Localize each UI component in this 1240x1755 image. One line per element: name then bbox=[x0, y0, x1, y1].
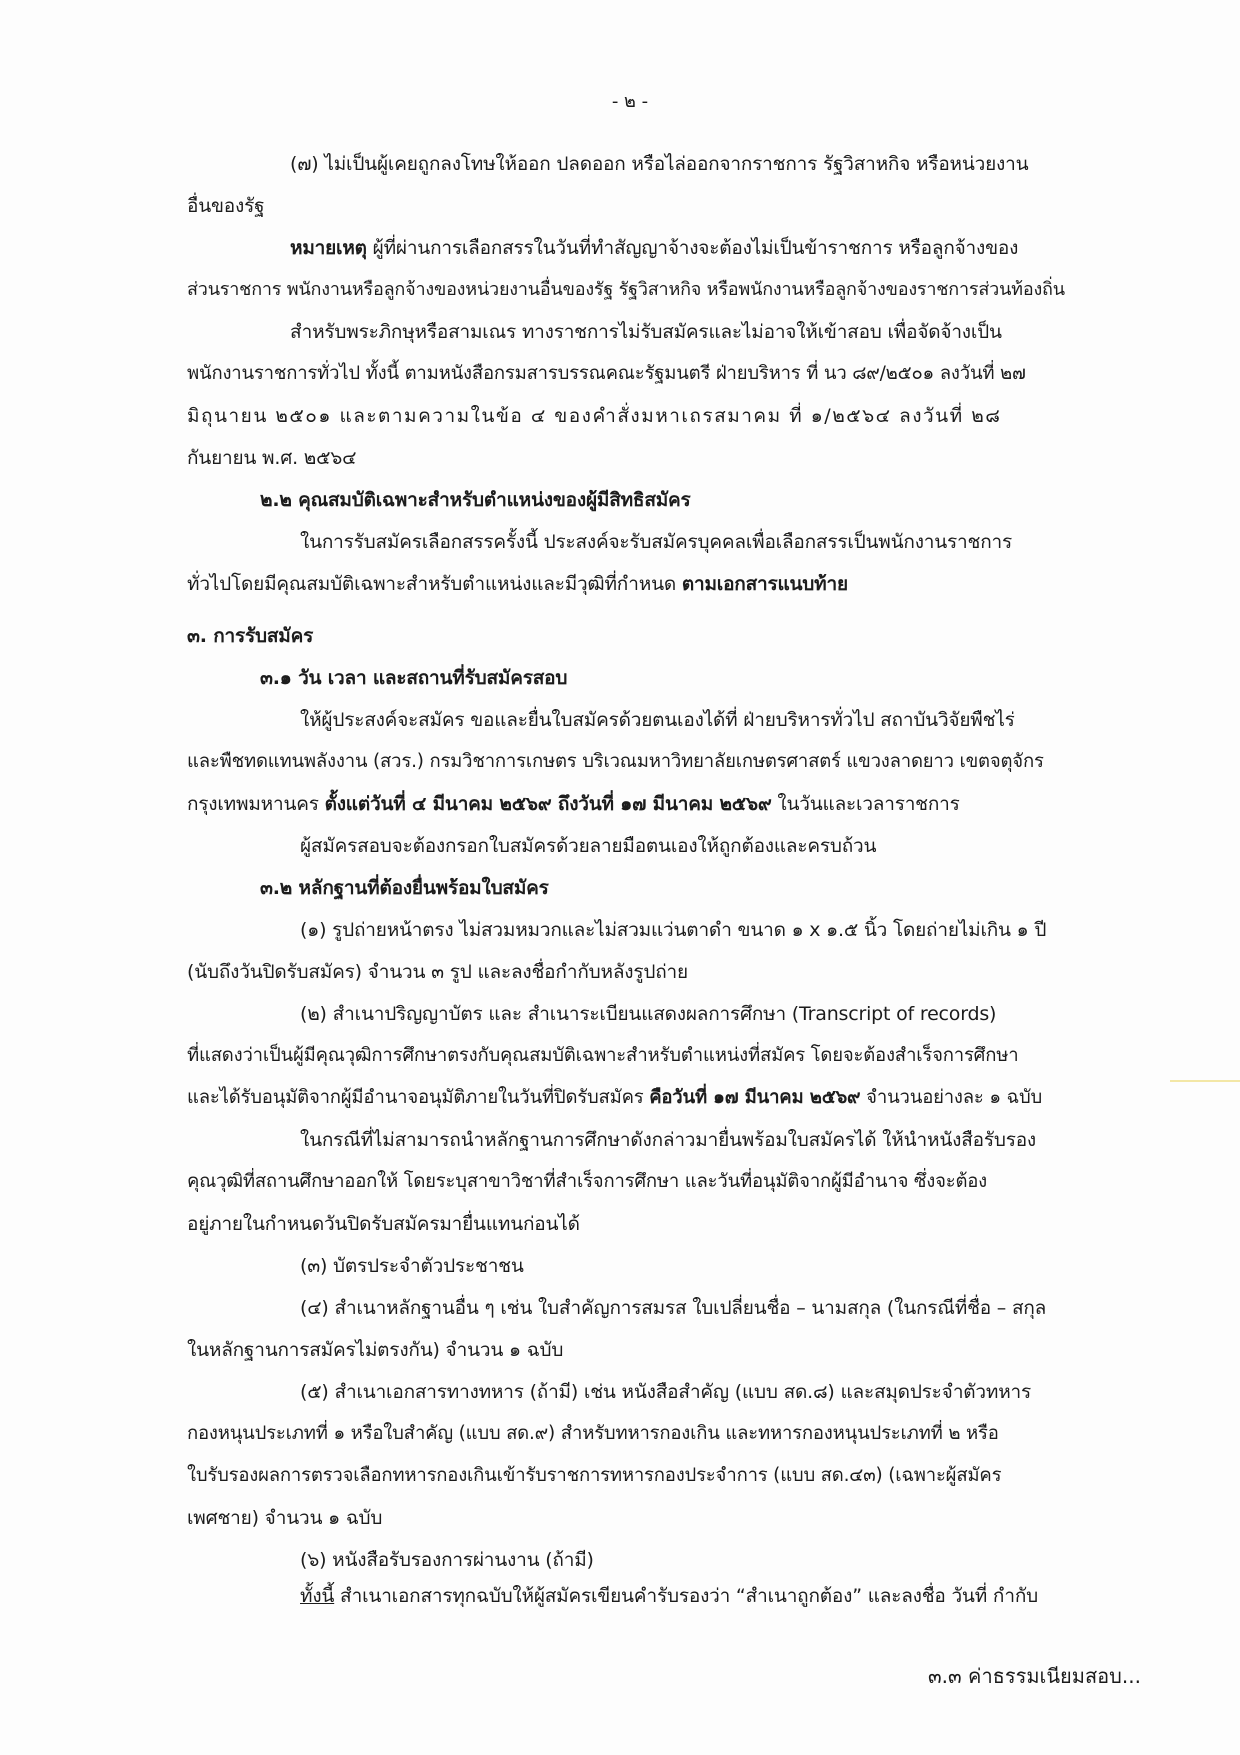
text-line: เพศชาย) จำนวน ๑ ฉบับ bbox=[187, 1507, 383, 1529]
text-line: ให้ผู้ประสงค์จะสมัคร ขอและยื่นใบสมัครด้วยตนเองได้ที่ ฝ่ายบริหารทั่วไป สถาบันวิจัยพืชไร่ bbox=[300, 709, 1015, 731]
continued-footer: ๓.๓ ค่าธรรมเนียมสอบ... bbox=[928, 1664, 1141, 1688]
text-line: (นับถึงวันปิดรับสมัคร) จำนวน ๓ รูป และลงชื่อกำกับหลังรูปถ่าย bbox=[187, 961, 688, 983]
text-line: อื่นของรัฐ bbox=[187, 195, 265, 217]
section-heading-3-1: ๓.๑ วัน เวลา และสถานที่รับสมัครสอบ bbox=[260, 667, 568, 689]
section-heading-3-2: ๓.๒ หลักฐานที่ต้องยื่นพร้อมใบสมัคร bbox=[260, 877, 549, 899]
text-line: ผู้สมัครสอบจะต้องกรอกใบสมัครด้วยลายมือตนเองให้ถูกต้องและครบถ้วน bbox=[300, 835, 877, 857]
text-line: (๒) สำเนาปริญญาบัตร และ สำเนาระเบียนแสดงผลการศึกษา (Transcript of records) bbox=[300, 1003, 997, 1025]
text-line: และพืชทดแทนพลังงาน (สวร.) กรมวิชาการเกษตร บริเวณมหาวิทยาลัยเกษตรศาสตร์ แขวงลาดยาว เขตจตุจักร bbox=[187, 751, 1044, 772]
application-period-line: กรุงเทพมหานคร ตั้งแต่วันที่ ๔ มีนาคม ๒๕๖๙ ถึงวันที่ ๑๗ มีนาคม ๒๕๖๙ ในวันและเวลาราชการ bbox=[187, 793, 960, 815]
section-heading-2-2: ๒.๒ คุณสมบัติเฉพาะสำหรับตำแหน่งของผู้มีสิทธิสมัคร bbox=[260, 489, 691, 511]
text-line: สำหรับพระภิกษุหรือสามเณร ทางราชการไม่รับสมัครและไม่อาจให้เข้าสอบ เพื่อจัดจ้างเป็น bbox=[290, 321, 1002, 343]
text-line: ในกรณีที่ไม่สามารถนำหลักฐานการศึกษาดังกล่าวมายื่นพร้อมใบสมัครได้ ให้นำหนังสือรับรอง bbox=[300, 1129, 1036, 1151]
emphasis-label: ทั้งนี้ bbox=[300, 1585, 335, 1607]
text-line: ทั่วไปโดยมีคุณสมบัติเฉพาะสำหรับตำแหน่งและมีวุฒิที่กำหนด ตามเอกสารแนบท้าย bbox=[187, 573, 848, 595]
text-line: และได้รับอนุมัติจากผู้มีอำนาจอนุมัติภายในวันที่ปิดรับสมัคร คือวันที่ ๑๗ มีนาคม ๒๕๖๙ จำนวนอย่างละ ๑ ฉบับ bbox=[187, 1087, 1043, 1108]
closing-date: คือวันที่ ๑๗ มีนาคม ๒๕๖๙ bbox=[649, 1087, 861, 1108]
text-line: กันยายน พ.ศ. ๒๕๖๔ bbox=[187, 447, 357, 469]
text-line: คุณวุฒิที่สถานศึกษาออกให้ โดยระบุสาขาวิชาที่สำเร็จการศึกษา และวันที่อนุมัติจากผู้มีอำนาจ ซึ่งจะต้อง bbox=[187, 1171, 988, 1192]
text-line: มิถุนายน ๒๕๐๑ และตามความในข้อ ๔ ของคำสั่งมหาเถรสมาคม ที่ ๑/๒๕๖๔ ลงวันที่ ๒๘ bbox=[187, 405, 1002, 427]
text-line: ในการรับสมัครเลือกสรรครั้งนี้ ประสงค์จะรับสมัครบุคคลเพื่อเลือกสรรเป็นพนักงานราชการ bbox=[300, 531, 1012, 553]
text-line: ในหลักฐานการสมัครไม่ตรงกัน) จำนวน ๑ ฉบับ bbox=[187, 1339, 564, 1361]
text-line: (๖) หนังสือรับรองการผ่านงาน (ถ้ามี) bbox=[300, 1549, 594, 1571]
text-line: (๓) บัตรประจำตัวประชาชน bbox=[300, 1255, 524, 1277]
text-line: ทั้งนี้ สำเนาเอกสารทุกฉบับให้ผู้สมัครเขียนคำรับรองว่า “สำเนาถูกต้อง” และลงชื่อ วันที่ กำกับ bbox=[300, 1585, 1039, 1607]
application-dates: ตั้งแต่วันที่ ๔ มีนาคม ๒๕๖๙ ถึงวันที่ ๑๗ มีนาคม ๒๕๖๙ bbox=[324, 793, 772, 815]
text-line: ที่แสดงว่าเป็นผู้มีคุณวุฒิการศึกษาตรงกับคุณสมบัติเฉพาะสำหรับตำแหน่งที่สมัคร โดยจะต้องสำเร็จการศึกษา bbox=[187, 1045, 1019, 1066]
text-line: ส่วนราชการ พนักงานหรือลูกจ้างของหน่วยงานอื่นของรัฐ รัฐวิสาหกิจ หรือพนักงานหรือลูกจ้างของราชการส่วนท้องถิ่น bbox=[187, 279, 1065, 300]
page-number: - ๒ - bbox=[611, 91, 649, 112]
text-line: (๗) ไม่เป็นผู้เคยถูกลงโทษให้ออก ปลดออก หรือไล่ออกจากราชการ รัฐวิสาหกิจ หรือหน่วยงาน bbox=[290, 153, 1029, 175]
section-heading-3: ๓. การรับสมัคร bbox=[187, 625, 314, 647]
text-line: ใบรับรองผลการตรวจเลือกทหารกองเกินเข้ารับราชการทหารกองประจำการ (แบบ สด.๔๓) (เฉพาะผู้สมัคร bbox=[187, 1465, 1002, 1486]
scan-highlight-mark bbox=[1170, 1080, 1240, 1082]
text-line: (๕) สำเนาเอกสารทางทหาร (ถ้ามี) เช่น หนังสือสำคัญ (แบบ สด.๘) และสมุดประจำตัวทหาร bbox=[300, 1381, 1032, 1403]
attachment-reference: ตามเอกสารแนบท้าย bbox=[681, 573, 848, 595]
text-line: (๑) รูปถ่ายหน้าตรง ไม่สวมหมวกและไม่สวมแว่นตาดำ ขนาด ๑ x ๑.๕ นิ้ว โดยถ่ายไม่เกิน ๑ ปี bbox=[300, 919, 1047, 941]
note-line: หมายเหตุ ผู้ที่ผ่านการเลือกสรรในวันที่ทำสัญญาจ้างจะต้องไม่เป็นข้าราชการ หรือลูกจ้างของ bbox=[290, 237, 1019, 259]
text-line: อยู่ภายในกำหนดวันปิดรับสมัครมายื่นแทนก่อนได้ bbox=[187, 1213, 580, 1235]
note-label: หมายเหตุ bbox=[290, 237, 367, 259]
text-line: พนักงานราชการทั่วไป ทั้งนี้ ตามหนังสือกรมสารบรรณคณะรัฐมนตรี ฝ่ายบริหาร ที่ นว ๘๙/๒๕๐๑ ลงวันที่ ๒๗ bbox=[187, 363, 1026, 384]
text-line: กองหนุนประเภทที่ ๑ หรือใบสำคัญ (แบบ สด.๙) สำหรับทหารกองเกิน และทหารกองหนุนประเภทที่ ๒ หรือ bbox=[187, 1423, 999, 1444]
text-line: (๔) สำเนาหลักฐานอื่น ๆ เช่น ใบสำคัญการสมรส ใบเปลี่ยนชื่อ – นามสกุล (ในกรณีที่ชื่อ – สกุล bbox=[300, 1297, 1047, 1319]
